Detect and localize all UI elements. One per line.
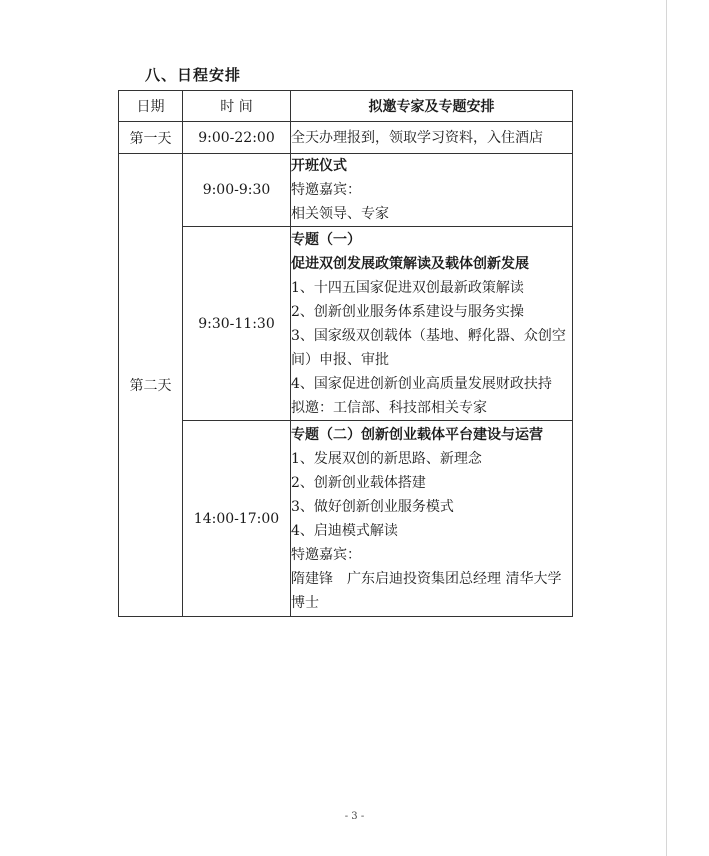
session-content xyxy=(291,421,573,617)
content-line: 1、发展双创的新思路、新理念 xyxy=(291,450,482,467)
content-line: 相关领导、专家 xyxy=(291,206,389,222)
session-content xyxy=(291,122,573,154)
content-line: 隋建锋 广东启迪投资集团总经理 清华大学博士 xyxy=(291,570,562,611)
table-row-opening xyxy=(119,154,573,227)
session-title: 专题（一） xyxy=(291,231,361,248)
content-line: 2、创新创业载体搭建 xyxy=(291,474,426,491)
content-line: 1、十四五国家促进双创最新政策解读 xyxy=(291,279,524,296)
page-number: - 3 - xyxy=(344,811,365,822)
content-line: 拟邀：工信部、科技部相关专家 xyxy=(291,399,487,416)
session-subtitle: 促进双创发展政策解读及载体创新发展 xyxy=(291,255,529,272)
content-line: 4、启迪模式解读 xyxy=(291,522,398,539)
content-line: 4、国家促进创新创业高质量发展财政扶持 xyxy=(291,375,552,392)
session-time: 14:00-17:00 xyxy=(183,421,291,617)
content-line: 3、国家级双创载体（基地、孵化器、众创空间）申报、审批 xyxy=(291,327,566,368)
session-time: 9:00-22:00 xyxy=(183,122,291,154)
content-line: 特邀嘉宾： xyxy=(291,182,361,198)
header-date: 日期 xyxy=(119,91,183,122)
table-row-day1 xyxy=(119,122,573,154)
session-time: 9:00-9:30 xyxy=(183,154,291,227)
content-line: 2、创新创业服务体系建设与服务实操 xyxy=(291,303,524,320)
table-row-topic-2 xyxy=(119,421,573,617)
table-row-topic-1 xyxy=(119,227,573,421)
content-line: 特邀嘉宾： xyxy=(291,546,361,563)
session-title: 专题（二）创新创业载体平台建设与运营 xyxy=(291,426,543,443)
section-title: 八、日程安排 xyxy=(145,66,242,84)
header-content: 拟邀专家及专题安排 xyxy=(291,91,573,122)
session-time: 9:30-11:30 xyxy=(183,227,291,421)
session-title: 开班仪式 xyxy=(291,158,347,174)
day-label: 第二天 xyxy=(119,154,183,617)
page-edge-divider xyxy=(666,0,667,856)
table-header-row xyxy=(119,91,573,122)
content-line: 3、做好创新创业服务模式 xyxy=(291,498,454,515)
header-time: 时 间 xyxy=(183,91,291,122)
day-label: 第一天 xyxy=(119,122,183,154)
session-content xyxy=(291,154,573,227)
schedule-table xyxy=(118,90,573,617)
session-content xyxy=(291,227,573,421)
content-line: 全天办理报到，领取学习资料，入住酒店 xyxy=(291,129,543,146)
